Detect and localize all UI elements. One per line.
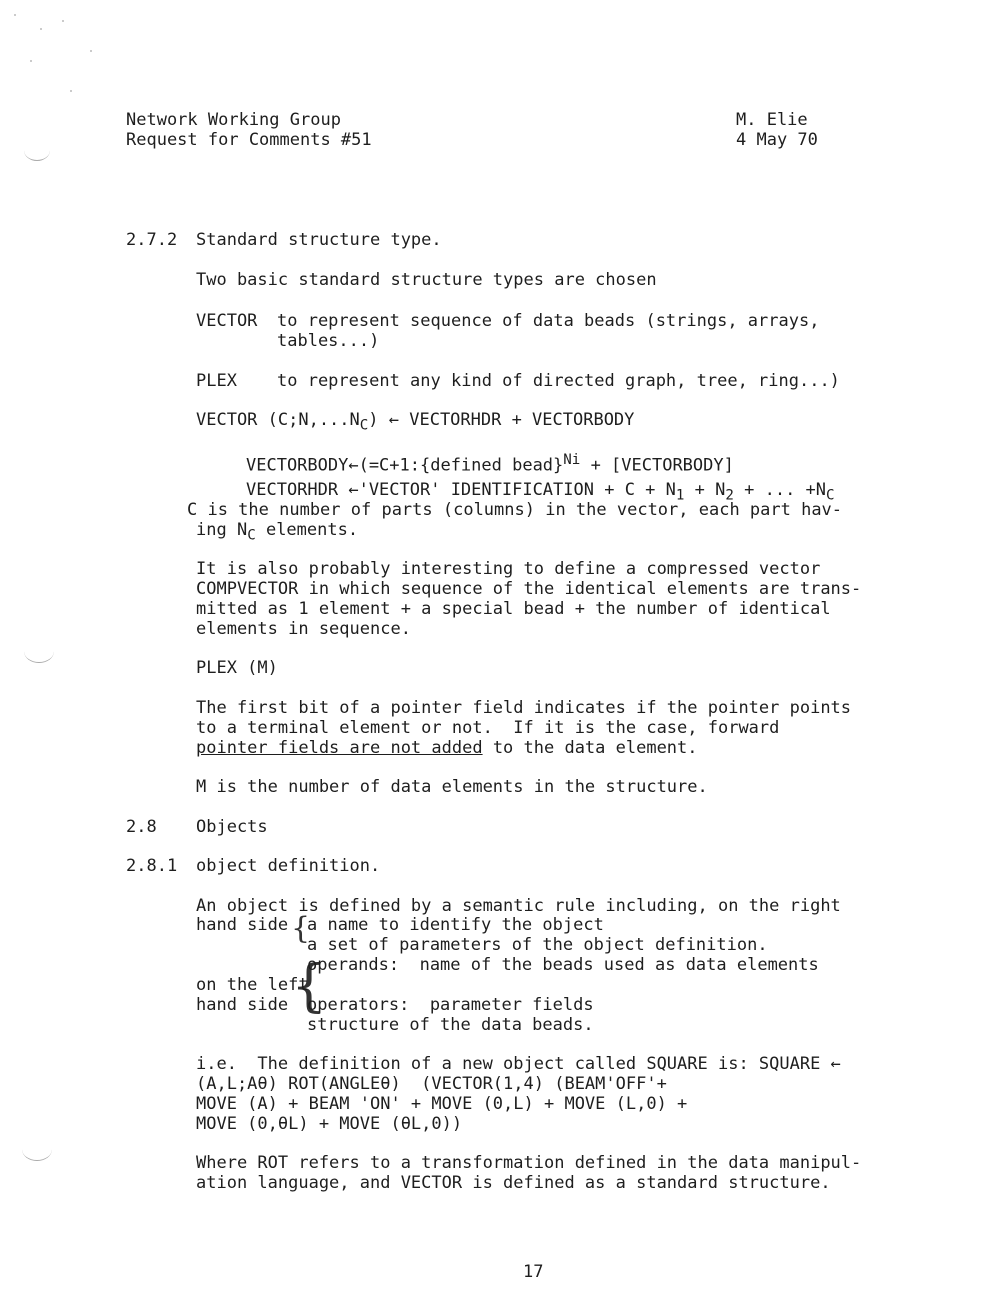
- where-paragraph-l1: Where ROT refers to a transformation defined in the data manipul-: [196, 1153, 862, 1173]
- underlined-phrase: pointer fields are not added: [196, 738, 483, 758]
- scan-speck: [62, 20, 64, 22]
- header-author: M. Elie: [736, 110, 808, 130]
- rule-line-2b: a name to identify the object: [307, 915, 604, 935]
- scan-hole-mark: [24, 640, 54, 663]
- section-title: Standard structure type.: [196, 230, 442, 250]
- rule-line-3: a set of parameters of the object definition.: [307, 935, 768, 955]
- scan-speck: [90, 50, 92, 52]
- compvector-paragraph-l3: mitted as 1 element + a special bead + the number of identical: [196, 599, 831, 619]
- compvector-paragraph-l2: COMPVECTOR in which sequence of the identical elements are trans-: [196, 579, 862, 599]
- term-plex-desc: to represent any kind of directed graph, tree, ring...): [277, 371, 840, 391]
- paragraph-intro: Two basic standard structure types are chosen: [196, 270, 657, 290]
- page-number: 17: [523, 1262, 544, 1282]
- header-date: 4 May 70: [736, 130, 818, 150]
- rule-line-7: structure of the data beads.: [307, 1015, 594, 1035]
- section-number: 2.8: [126, 817, 157, 837]
- term-plex: PLEX: [196, 371, 237, 391]
- rule-line-1: An object is defined by a semantic rule including, on the right: [196, 896, 841, 916]
- scan-hole-mark: [22, 1138, 52, 1161]
- compvector-paragraph-l4: elements in sequence.: [196, 619, 411, 639]
- term-vector: VECTOR: [196, 311, 258, 331]
- pointer-paragraph-l3: pointer fields are not added to the data element.: [196, 738, 698, 758]
- section-number: 2.8.1: [126, 856, 178, 876]
- header-rfc: Request for Comments #51: [126, 130, 372, 150]
- example-line-3: MOVE (A) + BEAM 'ON' + MOVE (0,L) + MOVE (L,0) +: [196, 1094, 688, 1114]
- parts-explanation-cont: ing $N_C$ elements.: [196, 520, 359, 544]
- vectorbody-definition: VECTORBODY←(=C+1:{defined bead}$^{Ni}$ + [VECTORBODY]: [246, 452, 734, 476]
- pointer-paragraph-l2: to a terminal element or not. If it is the case, forward: [196, 718, 780, 738]
- term-vector-desc-cont: tables...): [277, 331, 380, 351]
- term-vector-desc: to represent sequence of data beads (strings, arrays,: [277, 311, 820, 331]
- rule-line-6a: hand side: [196, 995, 289, 1015]
- rule-line-4: operands: name of the beads used as data elements: [307, 955, 819, 975]
- left-brace: {: [291, 954, 327, 1019]
- example-line-2: (A,L;Aθ) ROT(ANGLEθ) (VECTOR(1,4) (BEAM'OFF'+: [196, 1074, 667, 1094]
- scan-speck: [40, 28, 42, 30]
- left-brace: {: [291, 911, 311, 946]
- m-explanation: M is the number of data elements in the structure.: [196, 777, 708, 797]
- vectorhdr-definition: VECTORHDR ←'VECTOR' IDENTIFICATION + $C + N_1 + N_2$ + ... $+N_C$: [246, 480, 835, 504]
- scan-hole-mark: [24, 140, 50, 161]
- rule-line-6b: operators: parameter fields: [307, 995, 594, 1015]
- example-line-1: i.e. The definition of a new object called SQUARE is: SQUARE ←: [196, 1054, 841, 1074]
- section-title: Objects: [196, 817, 268, 837]
- where-paragraph-l2: ation language, and VECTOR is defined as a standard structure.: [196, 1173, 831, 1193]
- pointer-paragraph-l1: The first bit of a pointer field indicates if the pointer points: [196, 698, 852, 718]
- header-group: Network Working Group: [126, 110, 341, 130]
- rule-line-2a: hand side: [196, 915, 289, 935]
- vector-definition: VECTOR $(C;N,...N_C)$ ← VECTORHDR + VECTORBODY: [196, 410, 635, 434]
- section-number: 2.7.2: [126, 230, 178, 250]
- plex-m: PLEX (M): [196, 658, 278, 678]
- parts-explanation: C is the number of parts (columns) in the vector, each part hav-: [187, 500, 843, 520]
- scan-speck: [30, 60, 32, 62]
- scan-speck: [14, 14, 16, 16]
- compvector-paragraph-l1: It is also probably interesting to define a compressed vector: [196, 559, 821, 579]
- rule-line-5: on the left: [196, 975, 309, 995]
- example-line-4: MOVE (0,θL) + MOVE (θL,0)): [196, 1114, 463, 1134]
- section-title: object definition.: [196, 856, 381, 876]
- scan-speck: [70, 90, 72, 92]
